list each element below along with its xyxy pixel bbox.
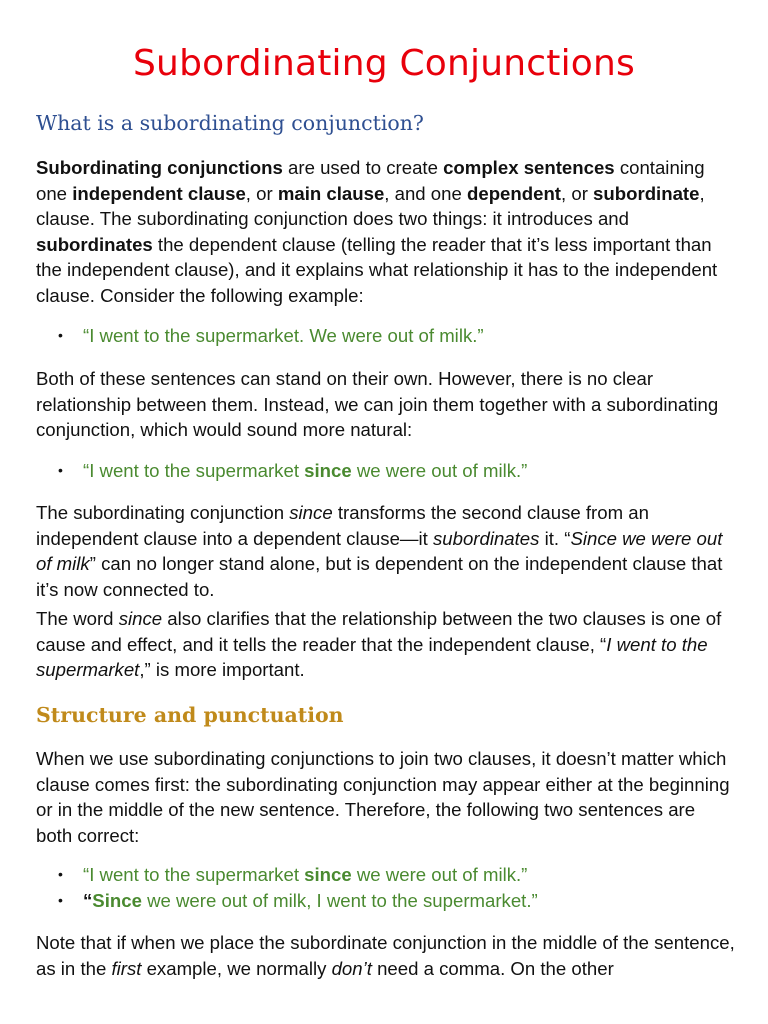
bullet-icon: •	[58, 327, 63, 343]
section-heading-structure: Structure and punctuation	[36, 703, 344, 727]
example-list-1	[36, 323, 736, 349]
paragraph-note-comma: Note that if when we place the subordinate conjunction in the middle of the sentence, as in the first example, we normally don’t need a comma. On the other	[36, 932, 735, 979]
intro-paragraph: Subordinating conjunctions are used to create complex sentences containing one independent clause, or main clause, and one dependent, or subordinate, clause. The subordinating conjunction does two things: it introduces and subordinates the dependent clause (telling the reader that it’s less important than the independent clause), and it explains what relationship it has to the independent clause. Consider the following example:	[36, 157, 718, 306]
paragraph-both-sentences: Both of these sentences can stand on their own. However, there is no clear relationship between them. Instead, we can join them together with a subordinating conjunction, which would sound more natural:	[36, 368, 719, 440]
example-list-3	[36, 862, 736, 913]
bullet-icon: •	[58, 462, 63, 478]
bullet-icon: •	[58, 891, 63, 908]
paragraph-structure: When we use subordinating conjunctions to join two clauses, it doesn’t matter which clause comes first: the subordinating conjunction may appear either at the beginning or in the middle of the new sentence. Therefore, the following two sentences are both correct:	[36, 748, 730, 846]
example-list-2	[36, 458, 736, 484]
list-item: • “I went to the supermarket since we were out of milk.”	[36, 458, 736, 484]
paragraph-since-transforms: The subordinating conjunction since transforms the second clause from an independent clause into a dependent clause—it subordinates it. “Since we were out of milk” can no longer stand alone, but is dependent on the independent clause that it’s now connected to.	[36, 502, 723, 600]
paragraph-word-since: The word since also clarifies that the relationship between the two clauses is one of cause and effect, and it tells the reader that the independent clause, “I went to the supermarket,” is more important.	[36, 608, 722, 680]
section-heading-what-is: What is a subordinating conjunction?	[36, 111, 424, 135]
list-item: • “Since we were out of milk, I went to the supermarket.”	[36, 888, 736, 914]
page-title: Subordinating Conjunctions	[133, 43, 635, 84]
list-item: • “I went to the supermarket. We were out of milk.”	[36, 323, 736, 349]
list-item: • “I went to the supermarket since we were out of milk.”	[36, 862, 736, 888]
bullet-icon: •	[58, 866, 63, 882]
